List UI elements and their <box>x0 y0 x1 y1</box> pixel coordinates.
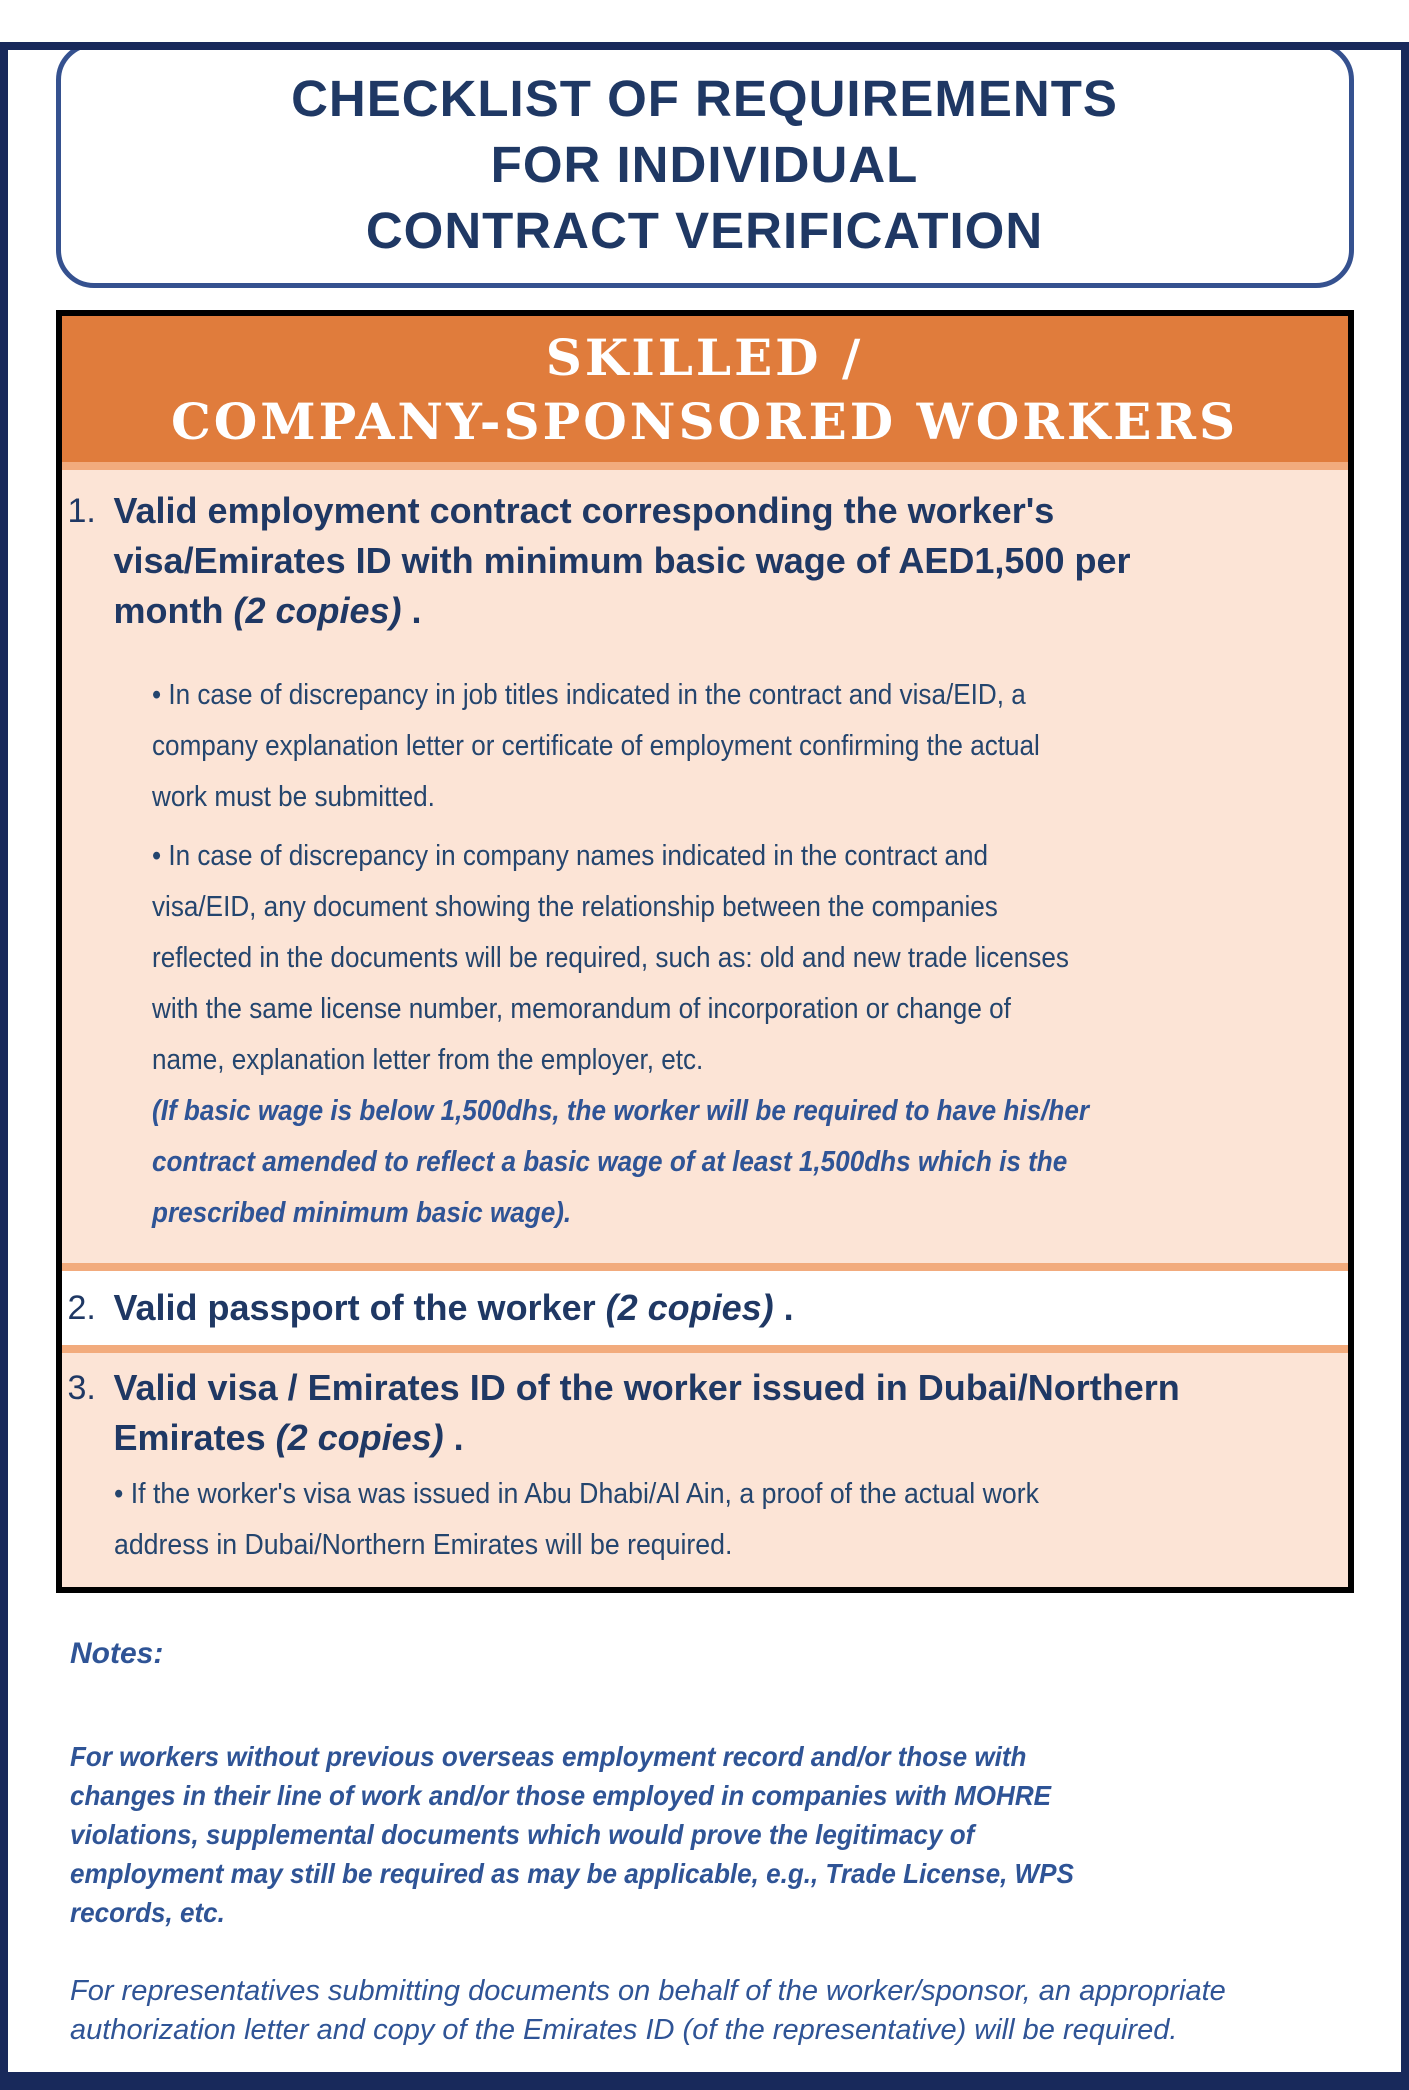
item-3-heading <box>114 1363 1224 1463</box>
item-2-heading-main: Valid passport of the worker <box>113 1287 596 1328</box>
notes-label: Notes: <box>70 1637 164 1670</box>
bullet-icon: • <box>151 679 161 711</box>
item-1-heading-main: Valid employment contract corresponding the worker's visa/Emirates ID with minimum basic wage of AED1,500 per month <box>113 490 1131 631</box>
page-title-line-1: CHECKLIST OF REQUIREMENTS <box>291 70 1118 127</box>
divider <box>62 1345 1348 1353</box>
notes-paragraph-1: For workers without previous overseas employment record and/or those with changes in their line of work and/or those employed in companies with MOHRE violations, supplemental documents which would prove the legitimacy of employment may still be required as may be applicable, e.g., Trade License, WPS records, etc. <box>70 1741 1074 1928</box>
item-1-bullet-2-text: In case of discrepancy in company names indicated in the contract and visa/EID, any document showing the relationship between the companies reflected in the documents will be required, such as: old and new trade licenses with the same license number, memorandum of incorporation or change of name, explanation letter from the employer, etc. <box>151 840 1069 1076</box>
notes-paragraph-2: For representatives submitting documents on behalf of the worker/sponsor, an appropriate authorization letter and copy of the Emirates ID (of the representative) will be required. <box>70 1975 1226 2046</box>
checklist-box <box>56 310 1354 1593</box>
checklist-item-2 <box>62 1271 1348 1345</box>
item-3-bullet-1-text: If the worker's visa was issued in Abu Dhabi/Al Ain, a proof of the actual work address in Dubai/Northern Emirates will be required. <box>113 1478 1039 1561</box>
item-1-bullet-1-text: In case of discrepancy in job titles indicated in the contract and visa/EID, a company explanation letter or certificate of employment confirming the actual work must be submitted. <box>151 679 1040 813</box>
item-3-bullet-list <box>114 1469 1108 1571</box>
page-title-line-2: FOR INDIVIDUAL <box>490 136 919 193</box>
item-2-heading-end: . <box>773 1287 794 1328</box>
item-2-heading <box>114 1283 794 1333</box>
item-3-heading-main: Valid visa / Emirates ID of the worker issued in Dubai/Northern Emirates <box>113 1367 1180 1458</box>
item-1-heading-end: . <box>401 590 422 631</box>
item-1-number: 1. <box>67 492 96 530</box>
title-box <box>56 42 1354 288</box>
divider <box>62 462 1348 470</box>
item-3-heading-end: . <box>443 1417 464 1458</box>
item-1-heading-row <box>62 486 1324 636</box>
category-banner <box>62 316 1348 462</box>
item-1-emphasis-note: (If basic wage is below 1,500dhs, the worker will be required to have his/her contract amended to reflect a basic wage of at least 1,500dhs which is the prescribed minimum basic wage). <box>151 1095 1089 1229</box>
item-2-copies: (2 copies) <box>605 1287 774 1328</box>
banner-line-1: SKILLED / <box>545 328 864 387</box>
item-1-copies: (2 copies) <box>233 590 402 631</box>
item-1-bullet-list <box>152 670 1088 1086</box>
checklist-item-1 <box>62 470 1348 1263</box>
item-1-heading <box>114 486 1224 636</box>
bullet-icon: • <box>151 840 161 872</box>
divider <box>62 1263 1348 1271</box>
item-2-heading-row <box>62 1283 1324 1333</box>
item-3-bullet-1 <box>114 1469 1108 1571</box>
item-3-heading-row <box>62 1363 1324 1463</box>
checklist-item-3 <box>62 1353 1348 1587</box>
page-title-line-3: CONTRACT VERIFICATION <box>365 202 1044 259</box>
item-3-copies: (2 copies) <box>275 1417 444 1458</box>
item-1-bullet-2 <box>152 831 1088 1086</box>
banner-line-2: COMPANY-SPONSORED WORKERS <box>170 392 1239 451</box>
item-3-number: 3. <box>67 1369 96 1407</box>
item-1-bullet-1 <box>152 670 1088 823</box>
item-2-number: 2. <box>67 1289 96 1327</box>
bullet-icon: • <box>113 1478 123 1510</box>
notes-section <box>70 1635 1409 2050</box>
